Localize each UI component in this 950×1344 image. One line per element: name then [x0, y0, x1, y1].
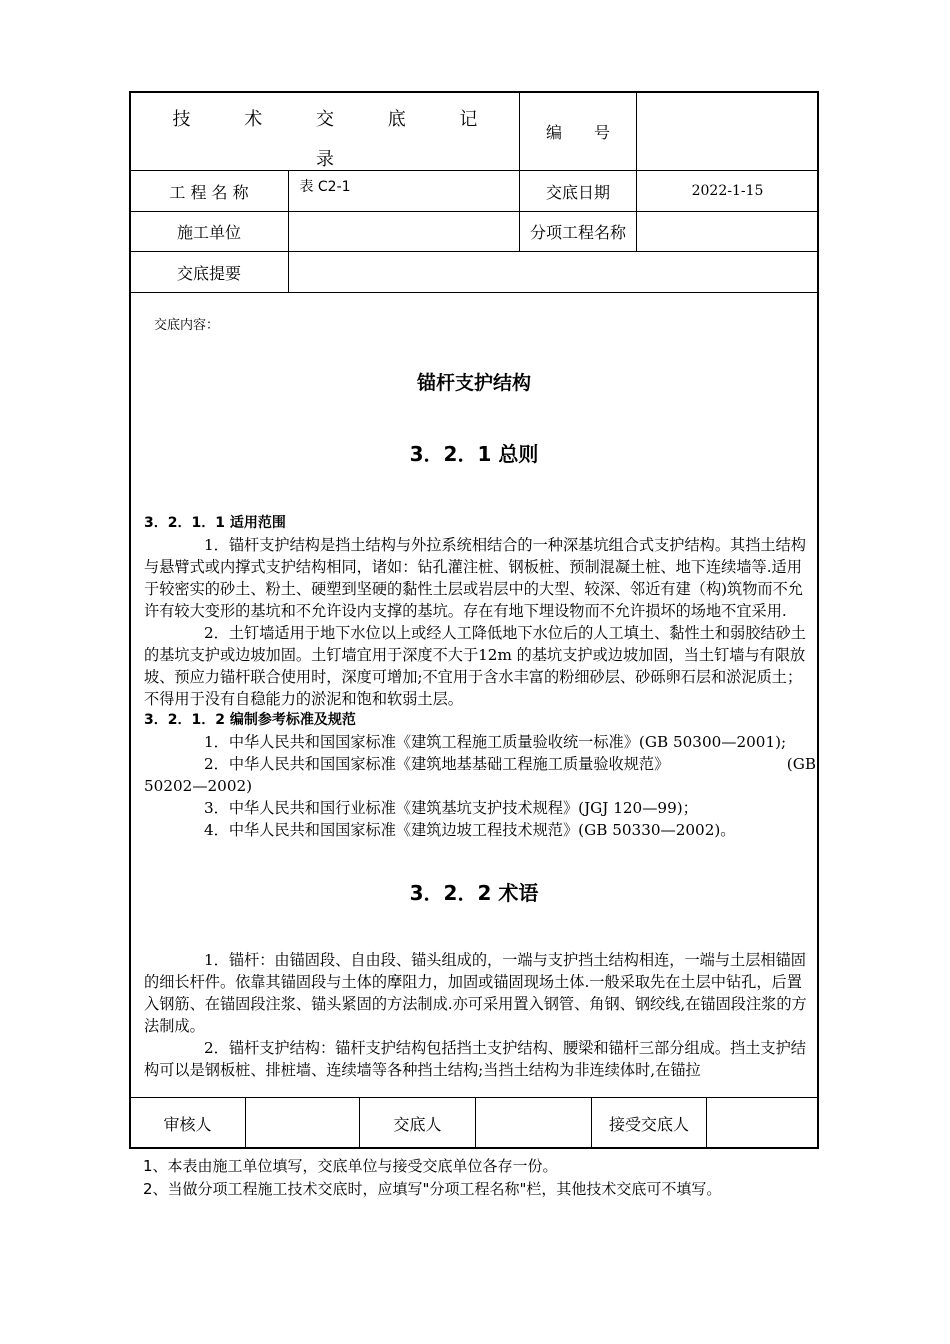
sub-project-label: 分项工程名称: [529, 223, 626, 242]
discloser-field[interactable]: [476, 1098, 591, 1148]
reference-item: 1．中华人民共和国国家标准《建筑工程施工质量验收统一标准》(GB 50300—2001);: [204, 733, 787, 751]
reference-item: 3．中华人民共和国行业标准《建筑基坑支护技术规程》(JGJ 120—99)；: [204, 799, 698, 817]
discloser-label: 交底人: [393, 1114, 442, 1134]
summary-label: 交底提要: [176, 263, 241, 283]
receiver-field[interactable]: [707, 1098, 818, 1148]
project-name-field[interactable]: [289, 171, 519, 211]
note-item: 2、当做分项工程施工技术交底时，应填写"分项工程名称"栏，其他技术交底可不填写。: [143, 1180, 722, 1198]
subsection-heading: 3．2．1．1 适用范围: [144, 515, 286, 531]
content-body: [144, 949, 816, 1081]
sub-project-field[interactable]: [637, 212, 818, 251]
reference-item: 50202—2002): [144, 777, 253, 795]
content-label: 交底内容：: [154, 318, 220, 333]
form-number: 表 C2-1: [299, 179, 351, 195]
date-label: 交底日期: [545, 182, 610, 202]
receiver-label: 接受交底人: [608, 1114, 689, 1134]
reference-text: (GB: [786, 755, 816, 773]
project-name-label: 工 程 名 称: [169, 182, 249, 202]
reference-item: [144, 753, 816, 775]
main-title: 锚杆支护结构: [416, 372, 531, 394]
unit-field[interactable]: [289, 212, 519, 251]
summary-field[interactable]: [289, 252, 818, 292]
number-label: 编 号: [545, 122, 610, 142]
paragraph: 1．锚杆支护结构是挡土结构与外拉系统相结合的一种深基坑组合式支护结构。其挡土结构与悬臂式或内撑式支护结构相同，诸如：钻孔灌注桩、钢板桩、预制混凝土桩、地下连续墙等.适用于较密实的砂土、粉土、硬塑到坚硬的黏性土层或岩层中的大型、较深、邻近有建（构)筑物而不允许有较大变形的基坑和不允许设内支撑的基坑。存在有地下埋设物而不允许损坏的场地不宜采用.: [144, 536, 806, 620]
unit-label: 施工单位: [176, 223, 241, 242]
reference-item: 4．中华人民共和国国家标准《建筑边坡工程技术规范》(GB 50330—2002)。: [204, 821, 736, 839]
reviewer-label: 审核人: [163, 1114, 212, 1134]
paragraph: 2．土钉墙适用于地下水位以上或经人工降低地下水位后的人工填土、黏性土和弱胶结砂土的基坑支护或边坡加固。土钉墙宜用于深度不大于12m 的基坑支护或边坡加固，当土钉墙与有限放坡、预应力锚杆联合使用时，深度可增加;不宜用于含水丰富的粉细砂层、砂砾卵石层和淤泥质土；不得用于没有自稳能力的淤泥和饱和软弱土层。: [144, 624, 806, 708]
section-heading: 3．2．2 术语: [409, 881, 539, 905]
paragraph: 1．锚杆：由锚固段、自由段、锚头组成的，一端与支护挡土结构相连，一端与土层相锚固的细长杆件。依靠其锚固段与土体的摩阻力，加固或锚固现场土体.一般采取先在土层中钻孔，后置入钢筋、在锚固段注浆、锚头紧固的方法制成.亦可采用置入钢管、角钢、钢绞线,在锚固段注浆的方法制成。: [144, 951, 807, 1035]
subsection-heading: 3．2．1．2 编制参考标准及规范: [144, 712, 356, 728]
form-title-text: 技 术 交 底 记 录: [172, 109, 502, 170]
date-field[interactable]: 2022-1-15: [691, 183, 764, 199]
reference-text: 2．中华人民共和国国家标准《建筑地基基础工程施工质量验收规范》: [204, 755, 670, 773]
content-area: [132, 292, 816, 1097]
paragraph: 2．锚杆支护结构：锚杆支护结构包括挡土支护结构、腰梁和锚杆三部分组成。挡土支护结构可以是钢板桩、排桩墙、连续墙等各种挡土结构;当挡土结构为非连续体时,在锚拉: [144, 1039, 806, 1079]
reviewer-field[interactable]: [246, 1098, 359, 1148]
number-field[interactable]: [637, 92, 818, 170]
note-item: 1、本表由施工单位填写，交底单位与接受交底单位各存一份。: [143, 1157, 558, 1175]
content-body: [144, 512, 816, 841]
form-notes: [143, 1155, 721, 1201]
section-heading: 3．2．1 总则: [409, 442, 539, 466]
